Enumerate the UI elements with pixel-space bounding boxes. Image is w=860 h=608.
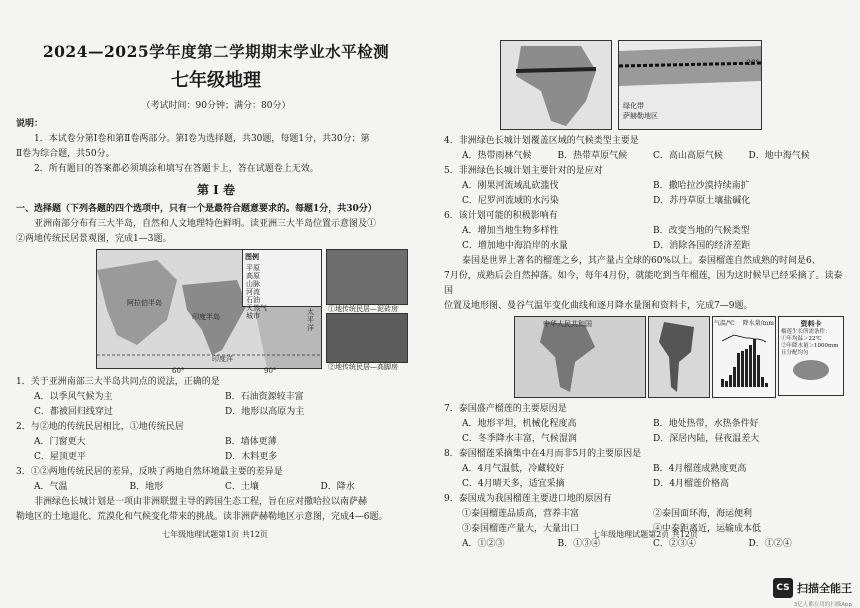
section-heading: 第 Ⅰ 卷: [197, 183, 235, 197]
note-1b: Ⅱ卷为综合题，共50分。: [16, 149, 115, 159]
figure-sahel: [500, 40, 760, 130]
exam-page-2: [430, 0, 860, 608]
mc-intro: 一、选择题（下列各题的四个选项中，只有一个是最符合题意要求的。每题1分，共30分）: [16, 204, 377, 214]
thailand-shape: [540, 322, 595, 392]
q8-options: [444, 462, 844, 492]
option: A．气温: [34, 482, 68, 492]
terrain-shape: [659, 322, 694, 392]
legend-item: 河流: [246, 288, 260, 296]
note-2: 2．所有题目的答案都必须填涂和填写在答题卡上，答在试题卷上无效。: [34, 164, 319, 174]
option: A．地形平坦，机械化程度高: [462, 419, 577, 429]
legend-item: 高原: [246, 272, 260, 280]
legend-item: 石油: [246, 296, 260, 304]
precip-bar: [745, 349, 748, 387]
q7-options: [444, 417, 844, 447]
map-africa: [500, 40, 612, 130]
question-1: 1．关于亚洲南部三大半岛共同点的说法，正确的是: [16, 377, 220, 387]
option: D．4月榴莲价格高: [653, 479, 729, 489]
precip-bar: [753, 339, 756, 387]
option: C．②③④: [653, 539, 696, 549]
statement: ②泰国面环海，海运便利: [653, 509, 753, 519]
info-card: [778, 316, 844, 396]
scanner-watermark: [773, 578, 852, 598]
legend-item: 天然气: [246, 304, 267, 312]
option: B．石油资源较丰富: [225, 392, 304, 402]
map-thailand-terrain: [648, 316, 710, 398]
option: A．以季风气候为主: [34, 392, 113, 402]
precip-bar: [725, 381, 728, 387]
info-card-lines: [781, 329, 841, 357]
statement: ④中泰距离近，运输成本低: [653, 524, 762, 534]
scanner-logo-icon: CS: [773, 578, 793, 598]
q4-options: [444, 149, 844, 164]
precip-bar: [733, 367, 736, 387]
option: C．高山高原气候: [653, 151, 723, 161]
question-8: 8．泰国榴莲采摘集中在4月而非5月的主要原因是: [444, 449, 642, 459]
q6-options: [444, 224, 844, 254]
precip-bar: [757, 355, 760, 387]
precip-bar: [765, 383, 768, 387]
q5-options: [444, 179, 844, 209]
option: B．热带草原气候: [557, 151, 628, 161]
page-footer-1: 七年级地理试题第1页 共12页: [162, 530, 268, 539]
card-line: ②年降水量＞1000mm且分配均匀: [781, 343, 839, 356]
passage-3c: 位置及地形图、曼谷气温年变化曲线和逐月降水量图和资料卡，完成7—9题。: [444, 301, 753, 311]
option: C．尼罗河流域的水污染: [462, 196, 559, 206]
exam-title: 2024—2025学年度第二学期期末学业水平检测: [42, 42, 390, 61]
map-thailand: [514, 316, 646, 398]
option: D．①②④: [748, 539, 792, 549]
legend-item: 平原: [246, 264, 260, 272]
option: A．增加当地生物多样性: [462, 226, 559, 236]
option: A．门窗更大: [34, 437, 86, 447]
card-line: 榴莲生长所需条件：: [781, 329, 831, 335]
label-indian-ocean: 印度洋: [212, 355, 233, 363]
option: D．苏丹草原土壤盐碱化: [653, 196, 751, 206]
note-1: 1．本试卷分第Ⅰ卷和第Ⅱ卷两部分。第Ⅰ卷为选择题，共30题，每题1分，共30分；第: [34, 134, 370, 144]
africa-shape: [516, 46, 596, 126]
figure-asia-peninsulas: [16, 249, 416, 375]
statement: ①泰国榴莲品质高，营养丰富: [462, 509, 580, 519]
passage-2: 非洲绿色长城计划是一项由非洲联盟主导的跨国生态工程，旨在应对撒哈拉以南萨赫: [34, 497, 368, 507]
option: B．地处热带，水热条件好: [653, 419, 759, 429]
temp-axis-label: 气温/℃: [714, 320, 735, 327]
scanner-logo-text: 扫描全能王: [797, 582, 852, 595]
option: C．冬季降水丰富，气候湿润: [462, 434, 577, 444]
passage-2b: 勒地区的土地退化、荒漠化和气候变化带来的挑战。读非洲萨赫勒地区示意图，完成4—6题。: [16, 512, 388, 522]
exam-subject: 七年级地理: [171, 70, 261, 91]
legend-sahel: 萨赫勒地区: [623, 112, 658, 120]
photo2-caption: ②地传统民居—高脚房: [328, 363, 398, 371]
label-pacific: 太平洋: [307, 308, 314, 332]
card-line: ①年均温＞22℃: [781, 336, 822, 342]
precip-axis-label: 降水量/mm: [742, 320, 774, 327]
option: A．刚果河流域乱砍滥伐: [462, 181, 559, 191]
question-4: 4．非洲绿色长城计划覆盖区域的气候类型主要是: [444, 136, 639, 146]
info-card-title: 资料卡: [800, 319, 822, 328]
thailand-svg: [515, 317, 645, 397]
page-footer-2: 七年级地理试题第2页 共12页: [592, 530, 698, 539]
question-5: 5．非洲绿色长城计划主要针对的是应对: [444, 166, 603, 176]
question-2: 2．与②地的传统民居相比，①地传统民居: [16, 422, 184, 432]
precip-bar: [741, 351, 744, 387]
statement: ③泰国榴莲产量大，大量出口: [462, 524, 580, 534]
precip-bar: [729, 375, 732, 387]
option: A．4月气温低，冷藏较好: [462, 464, 565, 474]
photo-stilt-house: [326, 313, 408, 363]
option: C．增加地中海沿岸的水量: [462, 241, 568, 251]
label-arabian: 阿拉伯半岛: [127, 299, 162, 307]
figure-thailand: [444, 316, 844, 400]
option: D．消除各国的经济差距: [653, 241, 751, 251]
q1-options: [16, 390, 416, 420]
notes-title: 说明：: [16, 119, 44, 129]
legend-green-belt: 绿化带: [623, 102, 644, 110]
legend-item: 城市: [246, 312, 260, 320]
option: C．土壤: [225, 482, 259, 492]
map-intro: 亚洲南部分布有三大半岛，自然和人文地理特色鲜明。读亚洲三大半岛位置示意图及①: [34, 219, 377, 229]
label-lon60: 60°: [172, 367, 185, 375]
precip-bar: [761, 377, 764, 387]
map-sahel-detail: [618, 40, 762, 130]
option: A．①②③: [462, 539, 505, 549]
option: B．4月榴莲成熟度更高: [653, 464, 747, 474]
option: D．降水: [320, 482, 355, 492]
sahel-svg: [619, 41, 761, 101]
label-china-2: 中华人民共和国: [543, 320, 592, 328]
q3-options: [16, 480, 416, 495]
question-3: 3．①②两地传统民居的差异，反映了两地自然环境最主要的差异是: [16, 467, 283, 477]
option: B．撒哈拉沙漠持续南扩: [653, 181, 750, 191]
question-6: 6．该计划可能的积极影响有: [444, 211, 558, 221]
map-intro-2: ②两地传统民居景观图，完成1—3题。: [16, 234, 172, 244]
exam-info: （考试时间：90分钟；满分：80分）: [141, 101, 291, 111]
precip-bar: [721, 379, 724, 387]
option: B．地形: [129, 482, 164, 492]
option: A．热带雨林气候: [462, 151, 532, 161]
legend-items: [243, 264, 321, 320]
option: B．改变当地的气候类型: [653, 226, 750, 236]
question-9: 9．泰国成为我国榴莲主要进口地的原因有: [444, 494, 612, 504]
option: D．地形以高原为主: [225, 407, 305, 417]
legend-item: 山脉: [246, 280, 260, 288]
passage-3: 泰国是世界上著名的榴莲之乡，其产量占全球的60%以上。泰国榴莲自然成熟的时间是6、: [462, 256, 821, 266]
label-lon90: 90°: [264, 367, 277, 375]
q2-options: [16, 435, 416, 465]
precip-bar: [737, 353, 740, 387]
legend-title: 图例: [245, 252, 259, 261]
option: B．墙体更薄: [225, 437, 277, 447]
scanner-tagline: 3亿人都在用的扫描App: [793, 602, 852, 608]
climate-svg: [713, 317, 775, 397]
label-indian: 印度半岛: [192, 313, 220, 321]
green-wall-band: [516, 69, 596, 71]
option: D．木料更多: [225, 452, 278, 462]
question-7: 7．泰国盛产榴莲的主要原因是: [444, 404, 567, 414]
durian-image: [793, 360, 829, 380]
option: C．屋顶更平: [34, 452, 86, 462]
map-south-asia: [96, 249, 322, 369]
option: D．深居内陆，昼夜温差大: [653, 434, 760, 444]
temp-curve: [722, 335, 766, 342]
option: C．都被回归线穿过: [34, 407, 113, 417]
label-lat20: 20°: [746, 59, 759, 67]
photo1-caption: ①地传统民居—泥砖房: [328, 305, 398, 313]
option: D．地中海气候: [748, 151, 810, 161]
photo-mud-brick-house: [326, 249, 408, 305]
option: B．①③④: [557, 539, 601, 549]
precip-bar: [749, 345, 752, 387]
africa-svg: [501, 41, 611, 129]
terrain-svg: [649, 317, 709, 397]
bangkok-climate-chart: [712, 316, 776, 398]
option: C．4月晴天多，适宜采摘: [462, 479, 565, 489]
passage-3b: 7月份，成熟后会自然掉落。如今，每年4月份，就能吃到当年榴莲，因为这时候早已经采摘了。读泰国: [444, 271, 843, 296]
